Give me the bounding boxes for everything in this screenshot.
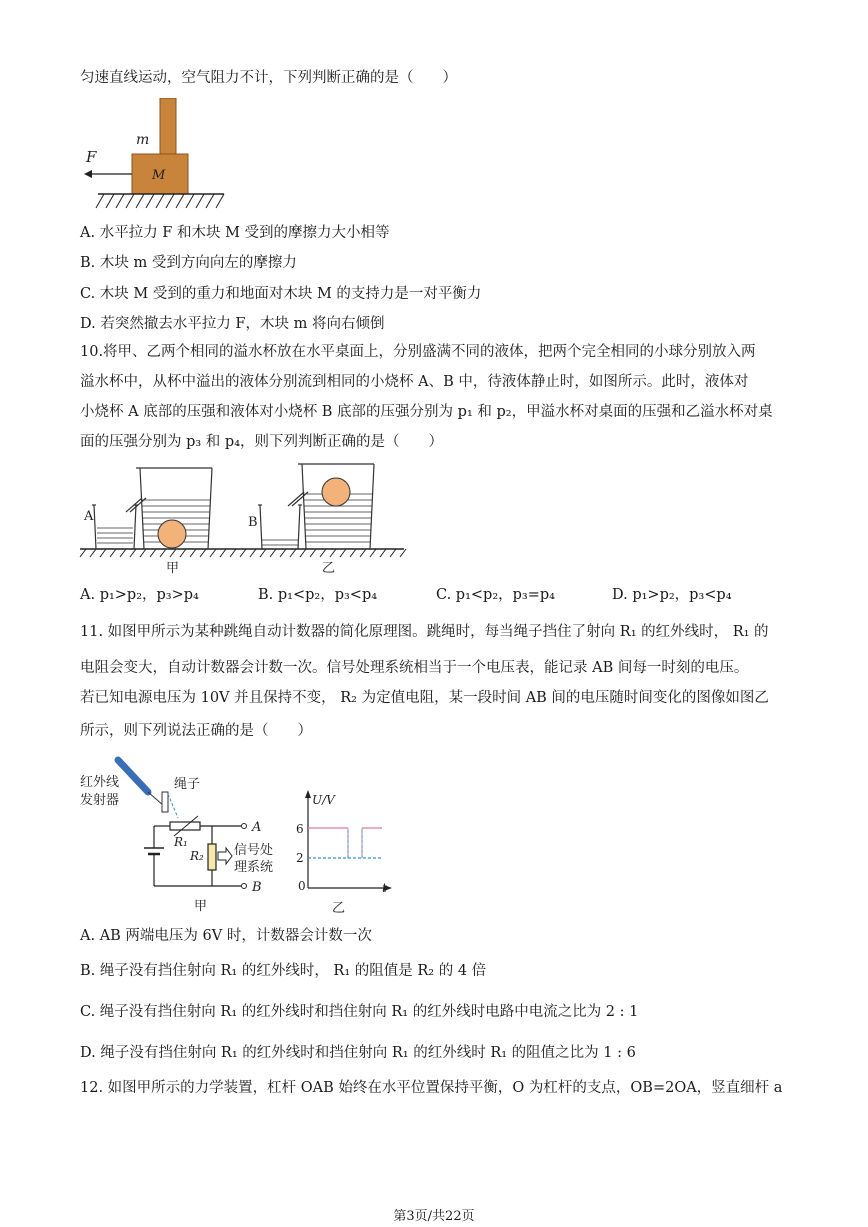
system-label-1: 信号处 <box>234 843 274 858</box>
label-B: B <box>252 880 262 895</box>
q10-option-d: D. p₁>p₂，p₃<p₄ <box>612 587 732 603</box>
label-m: m <box>136 132 150 148</box>
q11-option-c: C. 绳子没有挡住射向 R₁ 的红外线时和挡住射向 R₁ 的红外线时电路中电流之比为 2 : 1 <box>80 1004 639 1020</box>
q9-option-d: D. 若突然撤去水平拉力 F，木块 m 将向右倾倒 <box>80 316 385 332</box>
q11-line-4: 所示，则下列说法正确的是（ ） <box>80 723 312 739</box>
origin-label: 0 <box>298 879 306 893</box>
q11-circuit <box>78 752 288 914</box>
q9-option-c: C. 木块 M 受到的重力和地面对木块 M 的支持力是一对平衡力 <box>80 286 482 302</box>
block-m <box>160 98 176 154</box>
label-yi: 乙 <box>322 561 336 576</box>
q10-line-4: 面的压强分别为 p₃ 和 p₄，则下列判断正确的是（ ） <box>80 434 444 450</box>
q11-option-d: D. 绳子没有挡住射向 R₁ 的红外线时和挡住射向 R₁ 的红外线时 R₁ 的阻值之比为 1 : 6 <box>80 1045 636 1061</box>
q11-option-b: B. 绳子没有挡住射向 R₁ 的红外线时， R₁ 的阻值是 R₂ 的 4 倍 <box>80 963 487 979</box>
q11-line-1: 11. 如图甲所示为某种跳绳自动计数器的简化原理图。跳绳时，每当绳子挡住了射向 R₁ 的红外线时， R₁ 的 <box>80 624 769 640</box>
label-a: A <box>84 509 94 524</box>
ball-yi <box>322 478 350 506</box>
y-axis-label: U/V <box>312 793 335 807</box>
q10-option-a: A. p₁>p₂，p₃>p₄ <box>80 587 199 603</box>
x-axis-label: t <box>382 881 387 895</box>
q10-line-3: 小烧杯 A 底部的压强和液体对小烧杯 B 底部的压强分别为 p₁ 和 p₂，甲溢水杯对桌面的压强和乙溢水杯对桌 <box>80 404 773 420</box>
label-F: F <box>86 148 97 166</box>
ir-emitter-icon <box>118 760 148 792</box>
circuit-caption: 甲 <box>194 899 208 914</box>
emitter-label-2: 发射器 <box>80 793 120 808</box>
label-jia: 甲 <box>166 561 180 576</box>
ball-jia <box>158 520 186 548</box>
label-R1: R₁ <box>174 835 188 849</box>
q11-line-2: 电阻会变大，自动计数器会计数一次。信号处理系统相当于一个电压表，能记录 AB 间每一时刻的电压。 <box>80 660 749 676</box>
tick-high: 6 <box>296 822 304 836</box>
q9-figure <box>78 98 238 216</box>
signal-arrow-icon <box>218 848 232 864</box>
q9-option-a: A. 水平拉力 F 和木块 M 受到的摩擦力大小相等 <box>80 225 390 241</box>
q11-graph <box>290 786 400 918</box>
q9-option-b: B. 木块 m 受到方向向左的摩擦力 <box>80 255 297 271</box>
q10-line-2: 溢水杯中，从杯中溢出的液体分别流到相同的小烧杯 A、B 中，待液体静止时，如图所示。此时，液体对 <box>80 374 749 390</box>
q12-line-1: 12. 如图甲所示的力学装置，杠杆 OAB 始终在水平位置保持平衡，O 为杠杆的支点，OB=2OA，竖直细杆 a <box>80 1080 783 1096</box>
q9-stem: 匀速直线运动，空气阻力不计，下列判断正确的是（ ） <box>80 70 457 86</box>
page-footer: 第3页/共22页 <box>393 1209 475 1224</box>
label-R2: R₂ <box>190 849 204 863</box>
q10-option-c: C. p₁<p₂，p₃=p₄ <box>436 587 555 603</box>
system-label-2: 理系统 <box>234 860 274 875</box>
resistor-r2 <box>208 844 216 870</box>
label-M: M <box>152 168 166 183</box>
resistor-r1 <box>170 822 200 830</box>
rope-label: 绳子 <box>174 777 201 792</box>
q10-line-1: 10.将甲、乙两个相同的溢水杯放在水平桌面上，分别盛满不同的液体，把两个完全相同的小球分别放入两 <box>80 344 756 360</box>
q11-line-3: 若已知电源电压为 10V 并且保持不变， R₂ 为定值电阻，某一段时间 AB 间的电压随时间变化的图像如图乙 <box>80 690 769 706</box>
q10-option-b: B. p₁<p₂，p₃<p₄ <box>258 587 378 603</box>
q10-figure <box>78 460 408 578</box>
beaker-b <box>258 505 302 549</box>
label-b: B <box>248 515 258 530</box>
label-A: A <box>252 820 262 835</box>
graph-caption: 乙 <box>332 901 346 916</box>
emitter-label-1: 红外线 <box>80 775 120 790</box>
tick-low: 2 <box>296 851 304 865</box>
rope-icon <box>162 792 168 812</box>
q11-option-a: A. AB 两端电压为 6V 时，计数器会计数一次 <box>80 928 372 944</box>
arrow-head-icon <box>84 170 92 178</box>
